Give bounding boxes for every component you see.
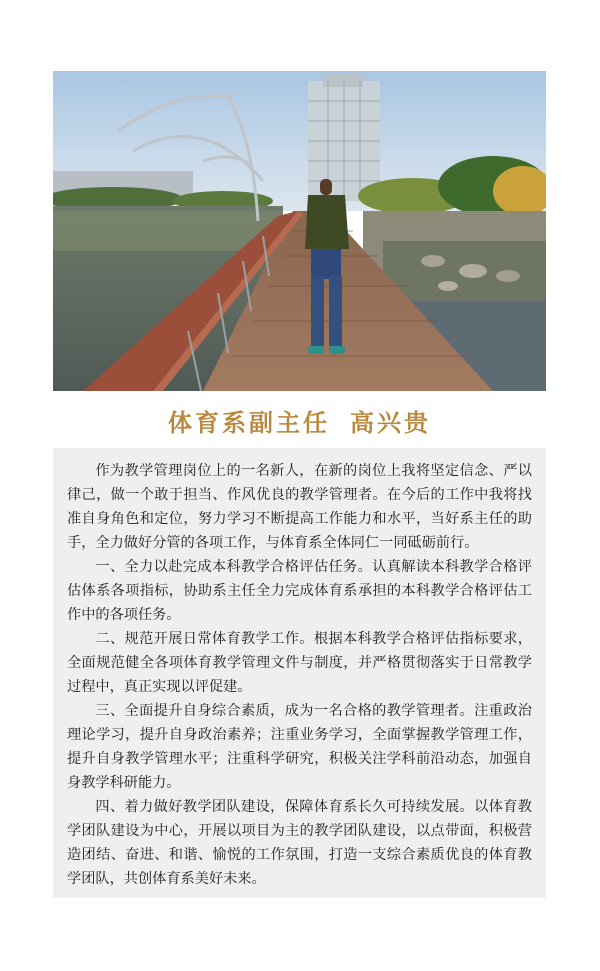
job-title: 体育系副主任 [168, 408, 330, 437]
statement-panel [53, 448, 546, 898]
paragraph-item-2: 二、规范开展日常体育教学工作。根据本科教学合格评估指标要求，全面规范健全各项体育教学管理文件与制度，并严格贯彻落实于日常教学过程中，真正实现以评促建。 [67, 631, 532, 695]
portrait-photo [53, 71, 546, 391]
page-heading [53, 403, 546, 438]
paragraph-item-4: 四、着力做好教学团队建设，保障体育系长久可持续发展。以体育教学团队建设为中心，开展以项目为主的教学团队建设，以点带面，积极营造团结、奋进、和谐、愉悦的工作氛围，打造一支综合素质优良的体育教学团队，共创体育系美好未来。 [67, 799, 532, 887]
paragraph-intro: 作为教学管理岗位上的一名新人，在新的岗位上我将坚定信念、严以律己，做一个敢于担当、作风优良的教学管理者。在今后的工作中我将找准自身角色和定位，努力学习不断提高工作能力和水平，当好系主任的助手，全力做好分管的各项工作，与体育系全体同仁一同砥砺前行。 [67, 463, 532, 551]
paragraph-item-3: 三、全面提升自身综合素质，成为一名合格的教学管理者。注重政治理论学习，提升自身政治素养；注重业务学习，全面掌握教学管理工作，提升自身教学管理水平；注重科学研究，积极关注学科前沿动态，加强自身教学科研能力。 [67, 703, 532, 791]
paragraph-item-1: 一、全力以赴完成本科教学合格评估任务。认真解读本科教学合格评估体系各项指标，协助系主任全力完成体育系承担的本科教学合格评估工作中的各项任务。 [67, 559, 532, 623]
person-name: 高兴贵 [350, 408, 431, 437]
